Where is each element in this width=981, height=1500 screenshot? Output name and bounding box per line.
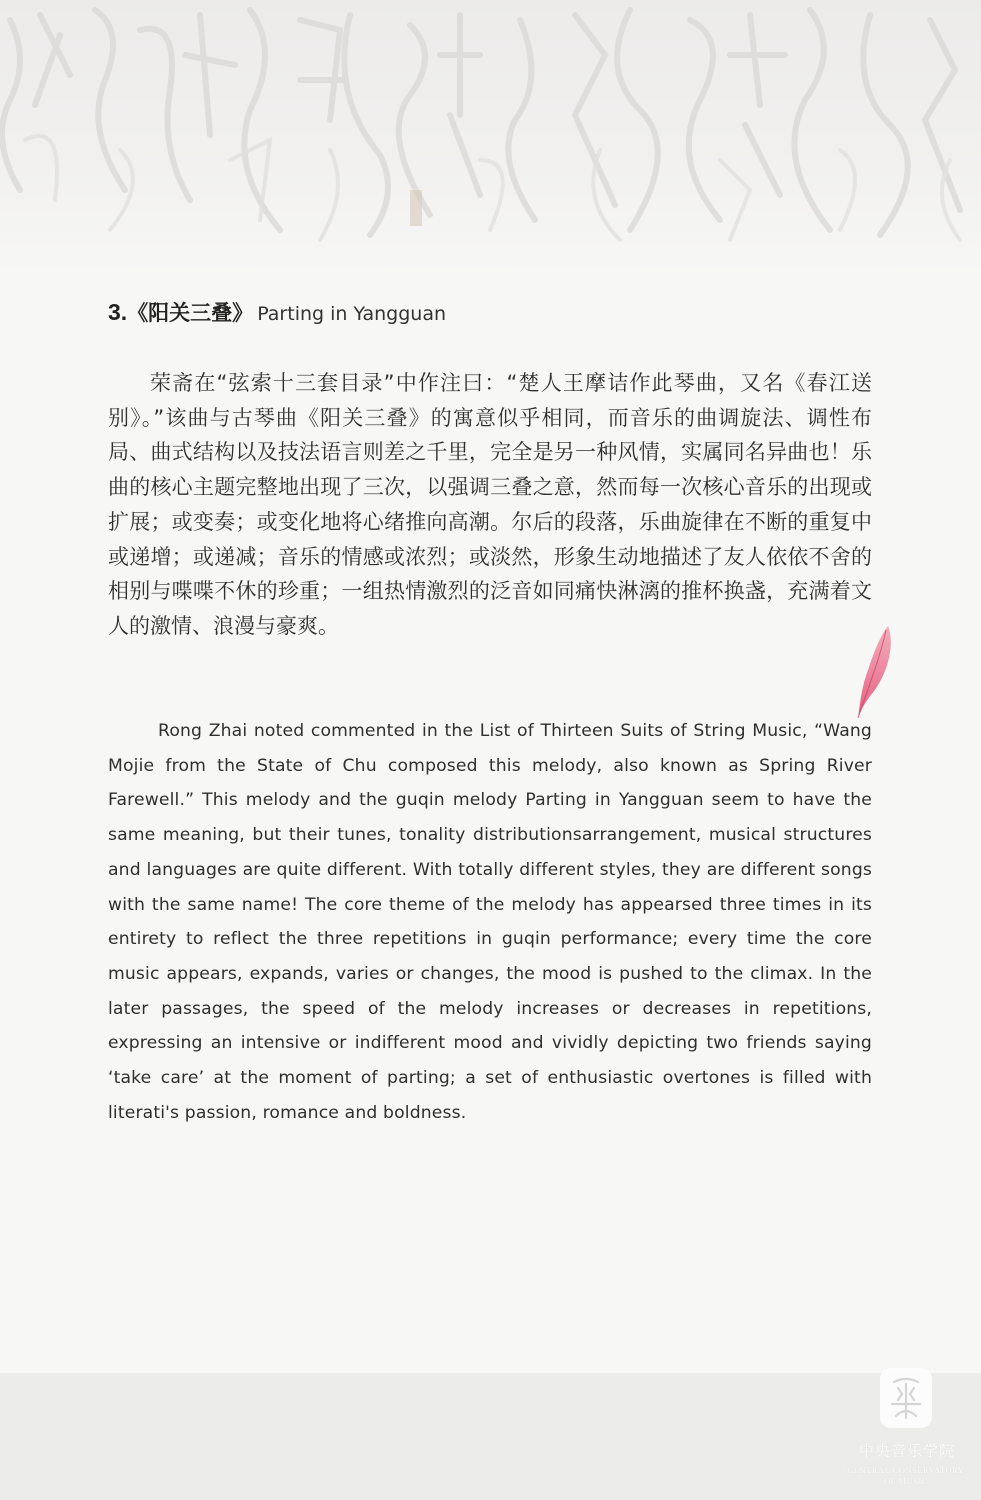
- section-title-en: Parting in Yangguan: [257, 303, 446, 325]
- footer-band: [0, 1373, 981, 1500]
- paragraph-chinese: 荣斋在“弦索十三套目录”中作注曰：“楚人王摩诘作此琴曲，又名《春江送别》。”该曲与古琴曲《阳关三叠》的寓意似乎相同，而音乐的曲调旋法、调性布局、曲式结构以及技法语言则差之千里，完全是另一种风情，实属同名异曲也！乐曲的核心主题完整地出现了三次，以强调三叠之意，然而每一次核心音乐的出现或扩展；或变奏；或变化地将心绪推向高潮。尔后的段落，乐曲旋律在不断的重复中或递增；或递减；音乐的情感或浓烈；或淡然，形象生动地描述了友人依依不舍的相别与喋喋不休的珍重；一组热情激烈的泛音如同痛快淋漓的推杯换盏，充满着文人的激情、浪漫与豪爽。: [108, 371, 872, 638]
- logo-name-zh: 中央音乐学院: [858, 1442, 955, 1460]
- paragraph-english: Rong Zhai noted commented in the List of Thirteen Suits of String Music, “Wang Mojie from the State of Chu composed this melody, also known as Spring River Farewell.” This melody and the guqin melody Parting in Yangguan seem to have the same meaning, but their tunes, tonality distributionsarrangement, musical structures and languages are quite different. With totally different styles, they are different songs with the same name! The core theme of the melody has appearsed three times in its entirety to reflect the three repetitions in guqin performance; every time the core music appears, expands, varies or changes, the mood is pushed to the climax. In the later passages, the speed of the melody increases or decreases in repetitions, expressing an intensive or indifferent mood and vividly depicting two friends saying ‘take care’ at the moment of parting; a set of enthusiastic overtones is filled with literati's passion, romance and boldness.: [108, 721, 872, 1123]
- section-number: 3.: [108, 299, 128, 325]
- logo-name-en-line1: CENTRAL CONSERVATORY: [847, 1465, 965, 1475]
- conservatory-logo-icon: [880, 1368, 932, 1428]
- section-title-zh: 《阳关三叠》: [127, 301, 254, 325]
- section-heading: [108, 297, 446, 331]
- logo-name-en-line2: OF MUSIC: [884, 1476, 928, 1486]
- calligraphy-strokes-image: [0, 0, 981, 275]
- calligraphy-background: [0, 0, 981, 275]
- feather-icon: [850, 622, 896, 722]
